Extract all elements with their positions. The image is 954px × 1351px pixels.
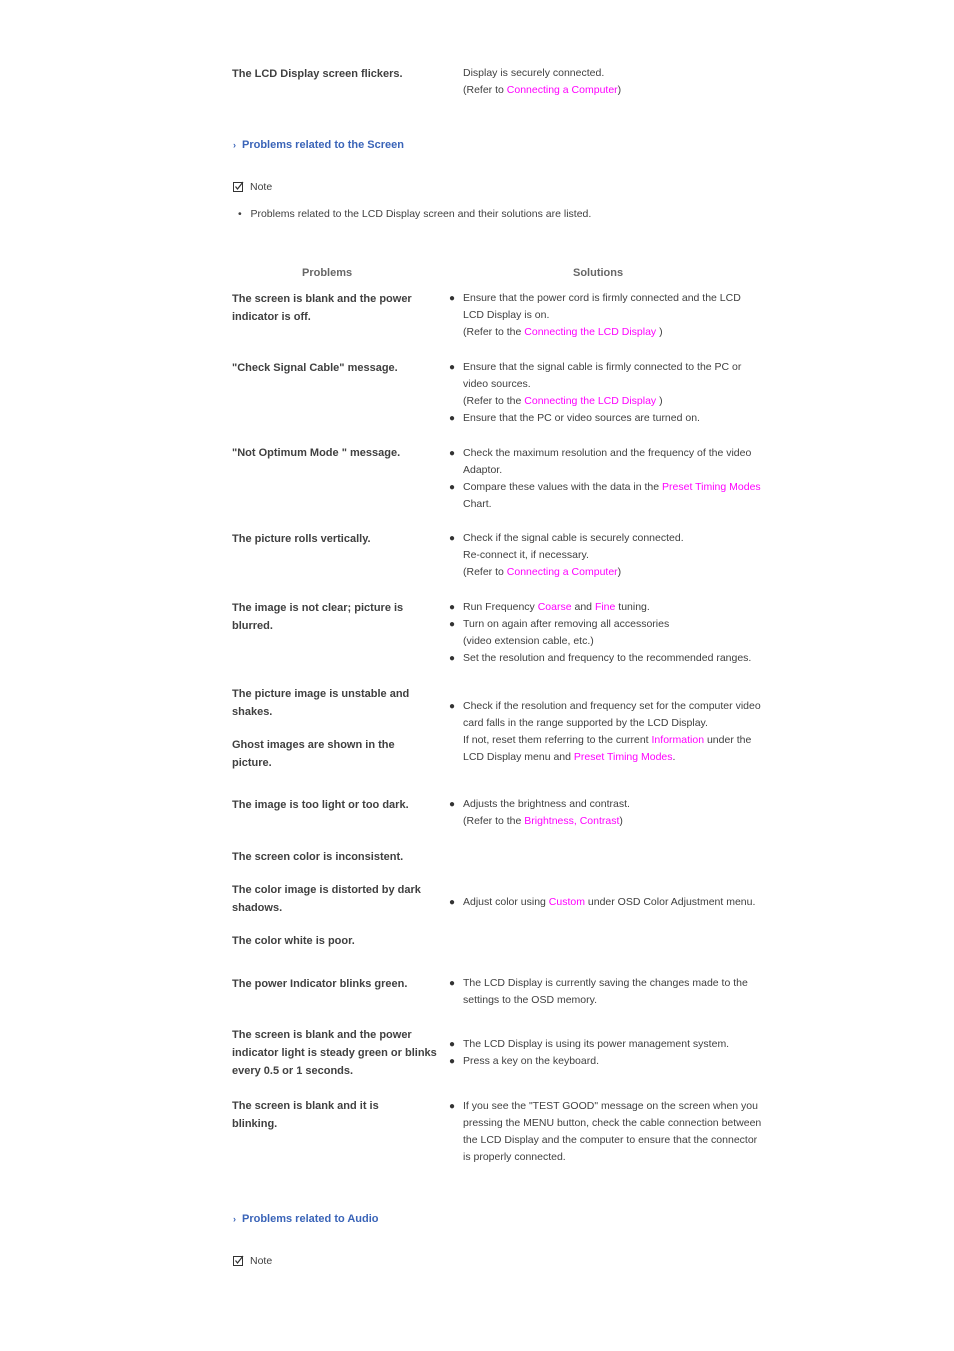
solution-item: [449, 530, 779, 581]
link-connecting-computer[interactable]: Connecting a Computer: [506, 84, 618, 96]
solution-unstable: [449, 698, 779, 766]
checkbox-icon: [233, 1255, 244, 1266]
refer-prefix: (Refer to: [463, 84, 507, 96]
solution-line: [463, 82, 793, 99]
solution-text: [463, 479, 779, 496]
solution-color: [449, 894, 779, 911]
refer-suffix: ): [619, 815, 623, 827]
note-label: Note: [250, 1255, 273, 1267]
problem-color-distorted: The color image is distorted by dark shadows.: [232, 884, 421, 914]
problem-white-poor: The color white is poor.: [232, 935, 355, 947]
solution-item: [449, 975, 779, 1009]
solution-text: Ensure that the power cord is firmly connected and the LCD: [463, 292, 741, 304]
solution-text: the LCD Display and the computer to ensure that the connector: [463, 1134, 758, 1146]
solution-blinks-green: [449, 975, 779, 1009]
solution-item: [449, 650, 779, 667]
refer-suffix: ): [656, 395, 663, 407]
solution-text: is properly connected.: [463, 1151, 566, 1163]
note-bullet-text: Problems related to the LCD Display screen and their solutions are listed.: [250, 208, 592, 220]
text-prefix: If not, reset them referring to the current: [463, 734, 652, 746]
solution-text: [463, 564, 779, 581]
solution-text: Adjusts the brightness and contrast.: [463, 798, 630, 810]
refer-prefix: (Refer to: [463, 566, 507, 578]
solution-item: [449, 698, 779, 766]
problem-blank-steady-green: The screen is blank and the power indicator light is steady green or blinks every 0.5 or 1 seconds.: [232, 1029, 437, 1077]
bullet-icon: ●: [449, 799, 456, 810]
problem-too-light-dark: The image is too light or too dark.: [232, 799, 409, 811]
solution-item: [449, 359, 779, 410]
problem-blank-power-off: The screen is blank and the power indicator is off.: [232, 293, 412, 323]
solution-text: [463, 599, 779, 616]
solution-line: Display is securely connected.: [463, 67, 605, 79]
chevron-right-icon: ›: [233, 1214, 236, 1224]
bullet-icon: ●: [449, 482, 456, 493]
bullet-icon: ●: [449, 602, 456, 613]
bullet-icon: ●: [449, 293, 456, 304]
solution-not-clear: [449, 599, 779, 667]
solution-text: Chart.: [463, 498, 492, 510]
solution-flickers: [463, 65, 793, 99]
solution-text: [463, 324, 779, 341]
refer-prefix: (Refer to the: [463, 326, 525, 338]
solution-text: pressing the MENU button, check the cable connection between: [463, 1117, 762, 1129]
solution-text: card falls in the range supported by the LCD Display.: [463, 717, 708, 729]
solution-text: The LCD Display is using its power management system.: [463, 1038, 730, 1050]
solution-text: Press a key on the keyboard.: [463, 1055, 599, 1067]
link-custom[interactable]: Custom: [548, 896, 585, 908]
note-box: [233, 181, 272, 193]
link-preset-timing[interactable]: Preset Timing Modes: [662, 481, 761, 493]
solution-blank-power-off: [449, 290, 779, 341]
solution-item: [449, 445, 779, 479]
problem-blinks-green: The power Indicator blinks green.: [232, 978, 408, 990]
solution-text: [463, 813, 779, 830]
bullet-icon: ●: [449, 448, 456, 459]
solution-text: [463, 894, 779, 911]
solution-text: Adaptor.: [463, 464, 503, 476]
text-prefix: Run Frequency: [463, 601, 538, 613]
link-connecting-lcd[interactable]: Connecting the LCD Display: [524, 326, 657, 338]
bullet-icon: ●: [449, 362, 456, 373]
bullet-icon: ●: [449, 1101, 456, 1112]
bullet-icon: ●: [449, 413, 456, 424]
problem-unstable-shakes: The picture image is unstable and shakes.: [232, 688, 410, 718]
text-prefix: LCD Display menu and: [463, 751, 574, 763]
bullet-icon: ●: [449, 978, 456, 989]
solution-item: [449, 599, 779, 616]
solution-item: [449, 1053, 779, 1070]
solution-text: Turn on again after removing all accessories: [463, 618, 670, 630]
text-suffix: tuning.: [615, 601, 650, 613]
text-prefix: Compare these values with the data in the: [463, 481, 663, 493]
problem-not-clear: The image is not clear; picture is blurred.: [232, 602, 404, 632]
header-solutions: Solutions: [573, 267, 624, 279]
bullet-icon: ●: [449, 897, 456, 908]
solution-text: Set the resolution and frequency to the recommended ranges.: [463, 652, 752, 664]
solution-text: [463, 732, 779, 749]
link-coarse[interactable]: Coarse: [537, 601, 572, 613]
note-box: [233, 1255, 272, 1267]
solution-text: (video extension cable, etc.): [463, 635, 594, 647]
bullet-icon: ●: [449, 619, 456, 630]
solution-too-light-dark: [449, 796, 779, 830]
bullet-icon: ●: [449, 653, 456, 664]
solution-test-good: [449, 1098, 779, 1166]
section-title: Problems related to the Screen: [242, 139, 404, 151]
solution-item: [449, 1098, 779, 1166]
problem-blank-blinking: The screen is blank and it is blinking.: [232, 1100, 379, 1130]
link-preset-timing[interactable]: Preset Timing Modes: [573, 751, 673, 763]
solution-text: [463, 393, 779, 410]
text-prefix: Adjust color using: [463, 896, 549, 908]
problem-flickers: The LCD Display screen flickers.: [232, 68, 403, 80]
section-heading-screen[interactable]: [233, 139, 404, 151]
solution-text: The LCD Display is currently saving the changes made to the: [463, 977, 748, 989]
text-mid: and: [571, 601, 595, 613]
solution-item: [449, 796, 779, 830]
link-fine[interactable]: Fine: [594, 601, 616, 613]
solution-text: If you see the "TEST GOOD" message on the screen when you: [463, 1100, 758, 1112]
solution-text: Ensure that the PC or video sources are turned on.: [463, 412, 700, 424]
bullet-icon: ●: [449, 1056, 456, 1067]
chevron-right-icon: ›: [233, 140, 236, 150]
refer-suffix: ): [656, 326, 663, 338]
solution-text: Check the maximum resolution and the frequency of the video: [463, 447, 752, 459]
refer-prefix: (Refer to the: [463, 815, 525, 827]
text-suffix: under the: [704, 734, 752, 746]
solution-item: [449, 894, 779, 911]
bullet-icon: •: [238, 208, 242, 220]
problem-not-optimum: "Not Optimum Mode " message.: [232, 447, 401, 459]
section-heading-audio[interactable]: [233, 1213, 379, 1225]
solution-item: [449, 616, 779, 650]
solution-item: [449, 290, 779, 341]
solution-not-optimum: [449, 445, 779, 513]
link-brightness-contrast[interactable]: Brightness, Contrast: [524, 815, 620, 827]
solution-text: [463, 749, 779, 766]
link-connecting-computer[interactable]: Connecting a Computer: [506, 566, 618, 578]
solution-text: video sources.: [463, 378, 531, 390]
note-label: Note: [250, 181, 273, 193]
solution-text: Re-connect it, if necessary.: [463, 549, 589, 561]
solution-text: settings to the OSD memory.: [463, 994, 598, 1006]
link-information[interactable]: Information: [651, 734, 705, 746]
header-problems: Problems: [302, 267, 353, 279]
bullet-icon: ●: [449, 533, 456, 544]
link-connecting-lcd[interactable]: Connecting the LCD Display: [524, 395, 657, 407]
refer-suffix: ): [617, 84, 622, 96]
solution-text: Ensure that the signal cable is firmly connected to the PC or: [463, 361, 742, 373]
text-suffix: .: [672, 751, 676, 763]
solution-item: [449, 479, 779, 513]
solution-text: Check if the resolution and frequency set for the computer video: [463, 700, 761, 712]
solution-check-signal: [449, 359, 779, 427]
solution-item: [449, 1036, 779, 1053]
problem-color-inconsistent: The screen color is inconsistent.: [232, 851, 404, 863]
solution-rolls-vertically: [449, 530, 779, 581]
bullet-icon: ●: [449, 1039, 456, 1050]
solution-item: [449, 410, 779, 427]
solution-power-management: [449, 1036, 779, 1070]
section-title: Problems related to Audio: [242, 1213, 379, 1225]
refer-suffix: ): [617, 566, 622, 578]
problem-check-signal: "Check Signal Cable" message.: [232, 362, 398, 374]
solution-text: Check if the signal cable is securely connected.: [463, 532, 684, 544]
bullet-icon: ●: [449, 701, 456, 712]
text-suffix: under OSD Color Adjustment menu.: [584, 896, 756, 908]
solution-text: LCD Display is on.: [463, 309, 550, 321]
checkbox-icon: [233, 181, 244, 192]
problem-ghost-images: Ghost images are shown in the picture.: [232, 739, 395, 769]
refer-prefix: (Refer to the: [463, 395, 525, 407]
problem-rolls-vertically: The picture rolls vertically.: [232, 533, 371, 545]
note-bullet: [238, 206, 591, 223]
